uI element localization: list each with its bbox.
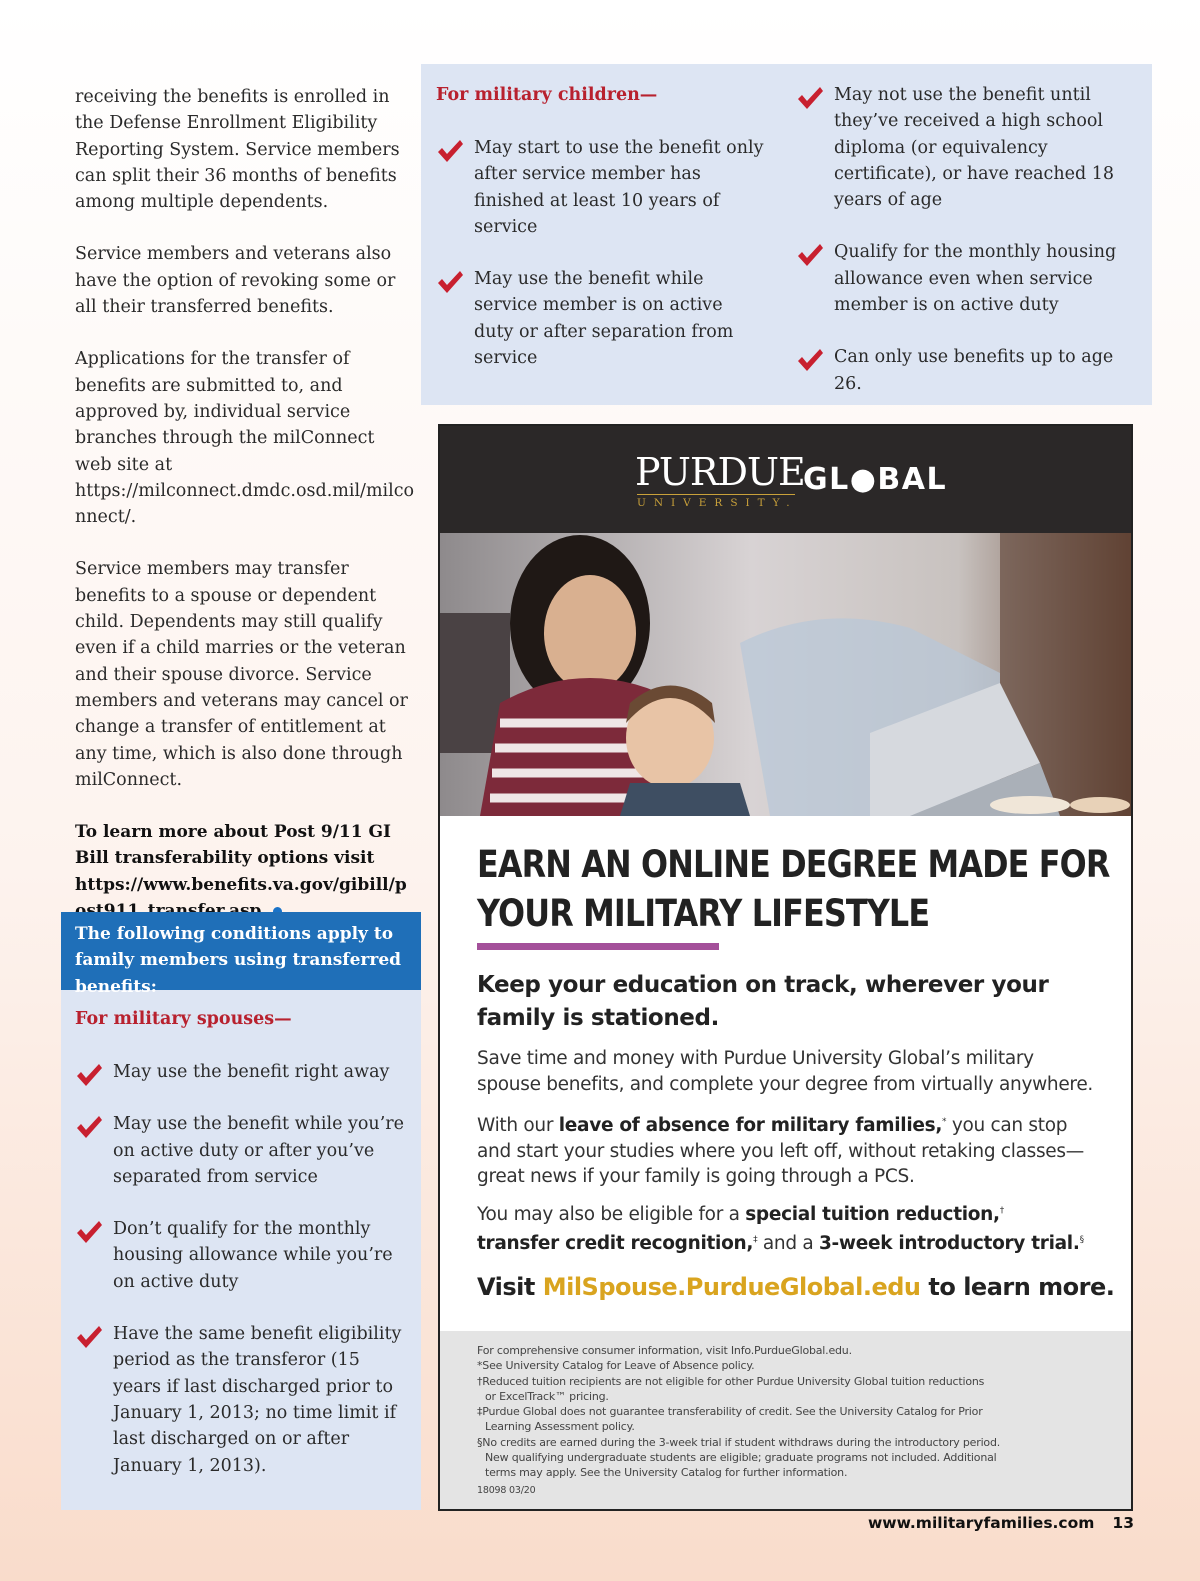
cta-learn-more: to learn more. [920, 1273, 1115, 1301]
ad-fine-print-area [440, 1331, 1131, 1511]
fine-print-line: or ExcelTrack™ pricing. [485, 1389, 609, 1403]
body2-text-a: With our [477, 1115, 559, 1137]
body2-text-c: you can stop and start your studies where you left off, without retaking classes—great news if your family is going through a PCS. [477, 1115, 1084, 1188]
ad-code: 18098 03/20 [477, 1484, 536, 1496]
ad-headline [477, 840, 1110, 938]
children-box [421, 64, 1152, 405]
fine-print-line: †Reduced tuition recipients are not eligible for other Purdue University Global tuition reductions [477, 1374, 985, 1388]
fine-print-line: New qualifying undergraduate students are eligible; graduate programs not included. Additional [485, 1451, 997, 1465]
paragraph-revoking: Service members and veterans also have the option of revoking some or all their transferred benefits. [75, 244, 396, 318]
mother-child-laptop-image [440, 533, 1131, 816]
checkmark-icon [436, 269, 464, 295]
page-number: 13 [1112, 1514, 1134, 1532]
checkmark-icon [75, 1324, 103, 1350]
ad-logo-bar [440, 426, 1131, 533]
fine-print-line: ‡Purdue Global does not guarantee transferability of credit. See the University Catalog for Prior [477, 1405, 983, 1419]
headline-line-1: EARN AN ONLINE DEGREE MADE FOR [477, 843, 1110, 886]
ad-fine-print [477, 1343, 1097, 1498]
body3-text-d: and a [757, 1232, 819, 1254]
body3-text-a: You may also be eligible for a [477, 1204, 746, 1226]
learn-more-text: To learn more about Post 9/11 GI Bill transferability options visit https://www.benefits.va.gov/gibill/p [75, 822, 407, 895]
ad-body-2: With our leave of absence for military families,* you can stop and start your studies where you left off, without retaking classes—great news if your family is going through a PCS. [477, 1115, 1084, 1188]
purdue-global-logo [635, 450, 805, 509]
conditions-box [61, 912, 421, 1510]
checkmark-icon [796, 242, 824, 268]
checkmark-icon [796, 85, 824, 111]
spouse-condition-text: May use the benefit right away [113, 1062, 390, 1082]
headline-line-2: YOUR MILITARY LIFESTYLE [477, 892, 930, 935]
checkmark-icon [75, 1219, 103, 1245]
left-column [75, 84, 415, 950]
ad-cta [477, 1271, 1117, 1303]
paragraph-enrollment: receiving the benefits is enrolled in the Defense Enrollment Eligibility Reporting System. Service members can split their 36 months of benefits among multiple dependents. [75, 87, 400, 213]
checkmark-icon [75, 1114, 103, 1140]
checkmark-icon [75, 1062, 103, 1088]
checkmark-icon [796, 347, 824, 373]
list-item [796, 344, 1141, 397]
fine-print-line: §No credits are earned during the 3-week trial if student withdraws during the introductory period. [477, 1435, 1001, 1449]
footer-url[interactable]: www.militaryfamilies.com [867, 1514, 1095, 1532]
conditions-header: The following conditions apply to family members using transferred benefits: [61, 912, 421, 990]
list-item [796, 82, 1141, 213]
child-condition-text: May start to use the benefit only after service member has finished at least 10 years of service [474, 138, 764, 237]
list-item [75, 1216, 407, 1295]
spouse-condition-text: May use the benefit while you’re on active duty or after you’ve separated from service [113, 1114, 404, 1187]
ad-body-1: Save time and money with Purdue University Global’s military spouse benefits, and complete your degree from virtually anywhere. [477, 1048, 1093, 1095]
paragraph-applications: Applications for the transfer of benefits are submitted to, and approved by, individual service branches through the milConnect web site at https://milconnect.dmdc.osd.mil/milconnect/. [75, 349, 415, 528]
list-item [75, 1059, 407, 1085]
checkmark-icon [436, 138, 464, 164]
child-condition-text: May not use the benefit until they’ve received a high school diploma (or equivalency certificate), or have reached 18 years of age [834, 85, 1114, 211]
list-item [75, 1111, 407, 1190]
logo-global: GL●BAL [803, 462, 948, 497]
ad-photo [440, 533, 1131, 816]
spouses-heading: For military spouses— [75, 1009, 292, 1029]
headline-rule [477, 943, 719, 950]
spouse-condition-text: Don’t qualify for the monthly housing allowance while you’re on active duty [113, 1219, 393, 1292]
body3-bold-transfer: transfer credit recognition, [477, 1232, 754, 1254]
fine-print-line: terms may apply. See the University Catalog for further information. [485, 1466, 848, 1480]
cta-visit: Visit [477, 1273, 543, 1301]
list-item [436, 266, 766, 371]
page-footer [868, 1514, 1134, 1532]
fine-print-line: Learning Assessment policy. [485, 1420, 635, 1434]
paragraph-transfer: Service members may transfer benefits to a spouse or dependent child. Dependents may still qualify even if a child marries or the veteran and their spouse divorce. Service members and veterans may cancel or change a transfer of entitlement at any time, which is also done through milConnect. [75, 559, 408, 790]
child-condition-text: May use the benefit while service member is on active duty or after separation from service [474, 269, 734, 369]
fine-print-line: For comprehensive consumer information, visit Info.PurdueGlobal.edu. [477, 1344, 852, 1357]
learn-more-link-text[interactable] [75, 819, 415, 924]
body3-bold-trial: 3-week introductory trial. [818, 1232, 1080, 1254]
child-condition-text: Qualify for the monthly housing allowance even when service member is on active duty [834, 242, 1117, 316]
child-condition-text: Can only use benefits up to age 26. [834, 347, 1114, 394]
logo-purdue: PURDUE [635, 450, 805, 494]
ad-body-3: You may also be eligible for a special tuition reduction,† transfer credit recognition,‡ and a 3-week introductory trial.§ [477, 1204, 1084, 1254]
list-item [796, 239, 1141, 318]
children-heading: For military children— [436, 85, 658, 105]
body2-bold: leave of absence for military families, [558, 1115, 943, 1137]
children-list-1 [436, 135, 766, 371]
spouse-condition-text: Have the same benefit eligibility period as the transferor (15 years if last discharged prior to January 1, 2013; no time limit if last discharged on or after January 1, 2013). [113, 1324, 402, 1476]
ad-subheadline: Keep your education on track, wherever your family is stationed. [477, 972, 1049, 1031]
purdue-global-ad[interactable] [438, 424, 1133, 1511]
children-list-2 [796, 82, 1141, 397]
body3-bold-tuition: special tuition reduction, [745, 1204, 1000, 1226]
spouses-list [75, 1059, 407, 1479]
cta-url-link[interactable]: MilSpouse.PurdueGlobal.edu [542, 1273, 921, 1301]
list-item [75, 1321, 407, 1479]
logo-university: UNIVERSITY. [637, 494, 795, 509]
list-item [436, 135, 766, 240]
fine-print-line: *See University Catalog for Leave of Absence policy. [477, 1359, 755, 1373]
